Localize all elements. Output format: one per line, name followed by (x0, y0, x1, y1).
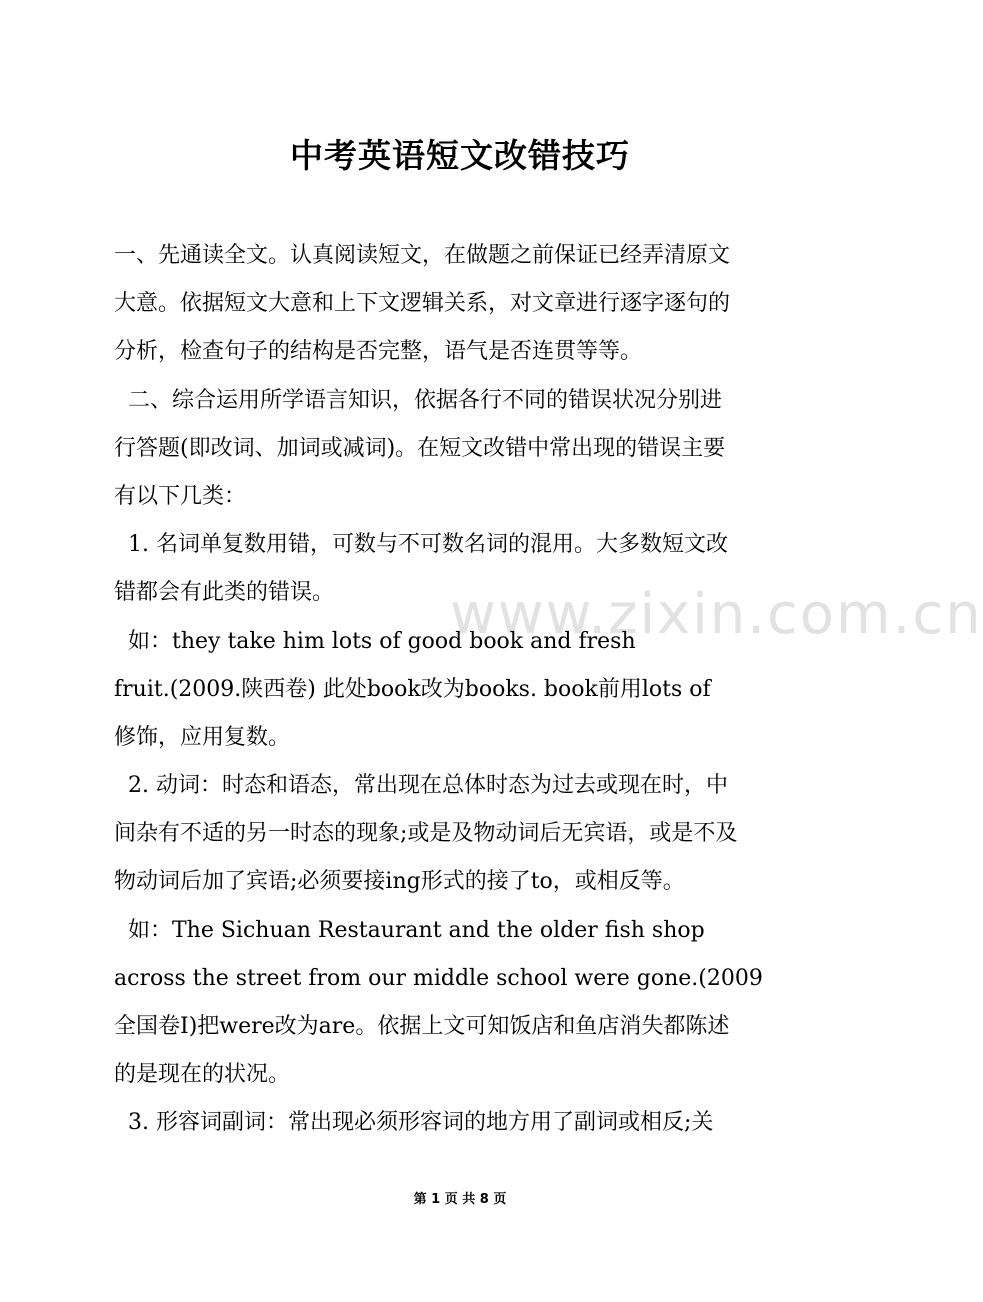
text-line: 1. 名词单复数用错，可数与不可数名词的混用。大多数短文改 (114, 532, 728, 558)
text-line: 2. 动词：时态和语态，常出现在总体时态为过去或现在时，中 (114, 773, 728, 799)
page-title: 中考英语短文改错技巧 (290, 136, 630, 175)
text-line: 行答题(即改词、加词或减词)。在短文改错中常出现的错误主要 (114, 435, 726, 461)
text-line: 修饰，应用复数。 (114, 724, 291, 750)
text-line: 大意。依据短文大意和上下文逻辑关系，对文章进行逐字逐句的 (114, 291, 731, 317)
text-line: 一、先通读全文。认真阅读短文，在做题之前保证已经弄清原文 (114, 243, 731, 268)
text-line: 错都会有此类的错误。 (114, 580, 335, 606)
text-line: 间杂有不适的另一时态的现象;或是及物动词后无宾语，或是不及 (114, 821, 738, 847)
text-line: 全国卷I)把were改为are。依据上文可知饭店和鱼店消失都陈述 (114, 1014, 730, 1039)
text-line: 分析，检查句子的结构是否完整，语气是否连贯等等。 (114, 339, 643, 365)
body-text (114, 232, 814, 1148)
text-line: 如：The Sichuan Restaurant and the older fish shop (114, 917, 705, 943)
text-line: across the street from our middle school were gone.(2009 (114, 965, 763, 991)
text-line: 有以下几类： (114, 483, 247, 509)
text-line: 如：they take him lots of good book and fresh (114, 628, 636, 654)
text-line: 二、综合运用所学语言知识，依据各行不同的错误状况分别进 (114, 387, 722, 413)
watermark: www.zixin.com.cn (450, 582, 983, 647)
text-line: fruit.(2009.陕西卷) 此处book改为books. book前用lots of (114, 676, 711, 702)
text-line: 3. 形容词副词：常出现必须形容词的地方用了副词或相反;关 (114, 1110, 714, 1136)
text-line: 的是现在的状况。 (114, 1062, 291, 1088)
text-line: 物动词后加了宾语;必须要接ing形式的接了to，或相反等。 (114, 869, 685, 895)
page-footer: 第 1 页 共 8 页 (413, 1192, 507, 1207)
